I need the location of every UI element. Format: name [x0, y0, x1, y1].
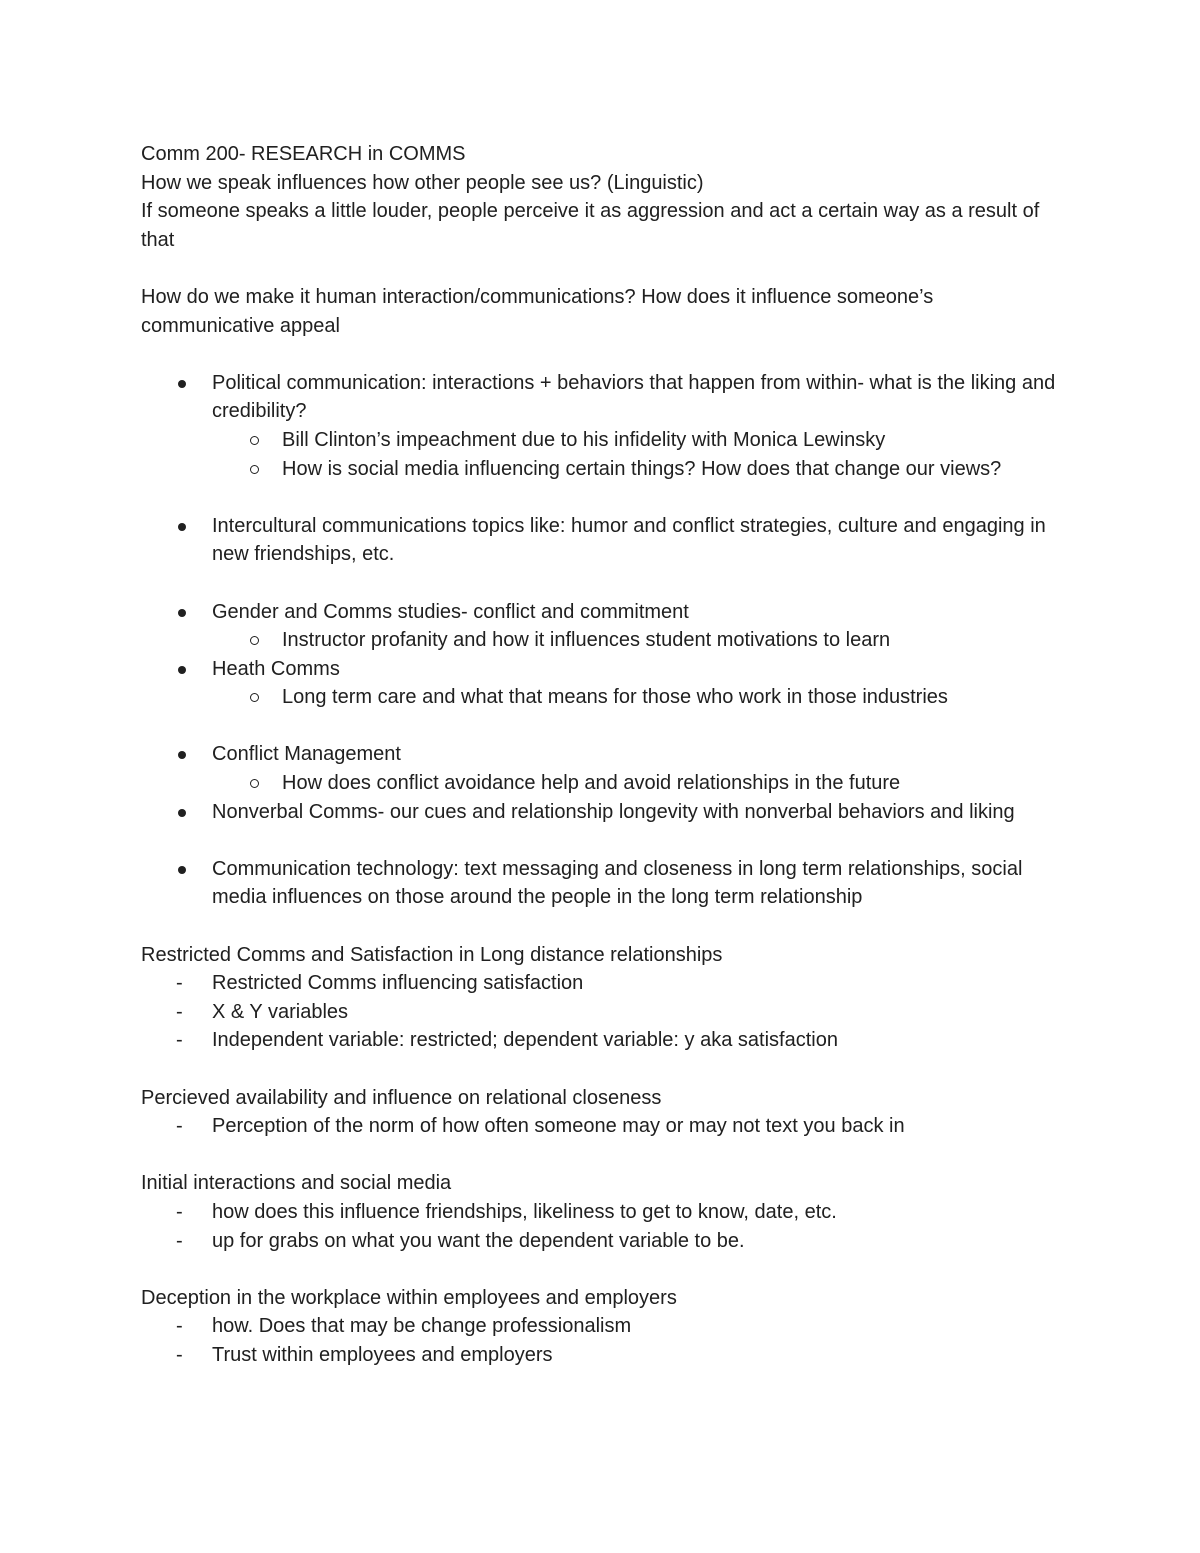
list-item: [141, 626, 1071, 655]
item-text: Restricted Comms influencing satisfaction: [212, 972, 584, 995]
hollow-bullet-icon: [250, 636, 259, 645]
bullet-icon: [178, 866, 186, 874]
list-item: [141, 969, 1071, 998]
intro-line: If someone speaks a little louder, people perceive it as aggression and act a certain way as a result of that: [141, 200, 1040, 251]
list-item: [141, 512, 1071, 569]
list-item: [141, 455, 1071, 484]
subtopic-text: How does conflict avoidance help and avoid relationships in the future: [282, 772, 901, 795]
subtopic-text: Instructor profanity and how it influences student motivations to learn: [282, 629, 891, 652]
hollow-bullet-icon: [250, 693, 259, 702]
item-text: Trust within employees and employers: [212, 1343, 553, 1366]
section-heading: Percieved availability and influence on relational closeness: [141, 1086, 662, 1109]
list-item: [141, 998, 1071, 1027]
list-item: [141, 683, 1071, 712]
list-item: [141, 769, 1071, 798]
list-item: [141, 855, 1071, 912]
topic-text: Heath Comms: [212, 657, 340, 680]
section-heading: Initial interactions and social media: [141, 1172, 452, 1195]
dash-marker: -: [176, 1115, 183, 1138]
item-text: X & Y variables: [212, 1000, 349, 1023]
list-item: [141, 655, 1071, 684]
list-item: [141, 369, 1071, 426]
dash-marker: -: [176, 1343, 183, 1366]
spacer: [141, 254, 1071, 283]
spacer: [141, 912, 1071, 941]
dash-marker: -: [176, 972, 183, 995]
list-item: [141, 1341, 1071, 1370]
spacer: [141, 340, 1071, 369]
topic-list: [141, 369, 1071, 483]
document-page: [141, 140, 1071, 1370]
topic-text: Communication technology: text messaging and closeness in long term relationships, social media influences on those around the people in the long term relationship: [212, 857, 1023, 909]
item-text: up for grabs on what you want the dependent variable to be.: [212, 1229, 745, 1252]
item-text: how does this influence friendships, likeliness to get to know, date, etc.: [212, 1200, 837, 1223]
list-item: [141, 1312, 1071, 1341]
spacer: [141, 1141, 1071, 1170]
topic-text: Gender and Comms studies- conflict and commitment: [212, 600, 689, 623]
dash-marker: -: [176, 1315, 183, 1338]
bullet-icon: [178, 809, 186, 817]
spacer: [141, 569, 1071, 598]
section-heading: Deception in the workplace within employees and employers: [141, 1286, 677, 1309]
item-text: how. Does that may be change professionalism: [212, 1315, 632, 1338]
list-item: [141, 798, 1071, 827]
topic-list: [141, 598, 1071, 712]
dash-marker: -: [176, 1029, 183, 1052]
section-heading: Restricted Comms and Satisfaction in Long distance relationships: [141, 943, 723, 966]
spacer: [141, 1255, 1071, 1284]
spacer: [141, 826, 1071, 855]
bullet-icon: [178, 609, 186, 617]
list-item: [141, 1198, 1071, 1227]
bullet-icon: [178, 523, 186, 531]
dash-list: [141, 1112, 1071, 1141]
topic-list: [141, 740, 1071, 826]
hollow-bullet-icon: [250, 436, 259, 445]
topic-text: Nonverbal Comms- our cues and relationship longevity with nonverbal behaviors and liking: [212, 800, 1015, 823]
spacer: [141, 712, 1071, 741]
hollow-bullet-icon: [250, 465, 259, 474]
topic-text: Conflict Management: [212, 743, 401, 766]
topic-text: Political communication: interactions + behaviors that happen from within- what is the liking and credibility?: [212, 371, 1056, 423]
list-item: [141, 1112, 1071, 1141]
item-text: Independent variable: restricted; dependent variable: y aka satisfaction: [212, 1029, 838, 1052]
list-item: [141, 1026, 1071, 1055]
doc-title: Comm 200- RESEARCH in COMMS: [141, 143, 466, 165]
topic-list: [141, 855, 1071, 912]
dash-list: [141, 1198, 1071, 1255]
item-text: Perception of the norm of how often someone may or may not text you back in: [212, 1115, 905, 1138]
bullet-icon: [178, 666, 186, 674]
bullet-icon: [178, 751, 186, 759]
topic-list: [141, 512, 1071, 569]
bullet-icon: [178, 380, 186, 388]
spacer: [141, 483, 1071, 512]
list-item: [141, 426, 1071, 455]
dash-list: [141, 969, 1071, 1055]
subtopic-text: How is social media influencing certain things? How does that change our views?: [282, 457, 1002, 480]
list-item: [141, 598, 1071, 627]
question-paragraph: How do we make it human interaction/communications? How does it influence someone’s communicative appeal: [141, 285, 934, 337]
subtopic-text: Long term care and what that means for those who work in those industries: [282, 686, 948, 709]
dash-marker: -: [176, 1000, 183, 1023]
hollow-bullet-icon: [250, 779, 259, 788]
topic-text: Intercultural communications topics like: humor and conflict strategies, culture and engaging in new friendships, etc.: [212, 514, 1046, 566]
subtopic-text: Bill Clinton’s impeachment due to his infidelity with Monica Lewinsky: [282, 428, 886, 451]
intro-line: How we speak influences how other people see us? (Linguistic): [141, 171, 704, 194]
dash-marker: -: [176, 1200, 183, 1223]
dash-marker: -: [176, 1229, 183, 1252]
dash-list: [141, 1312, 1071, 1369]
list-item: [141, 1227, 1071, 1256]
spacer: [141, 1055, 1071, 1084]
list-item: [141, 740, 1071, 769]
